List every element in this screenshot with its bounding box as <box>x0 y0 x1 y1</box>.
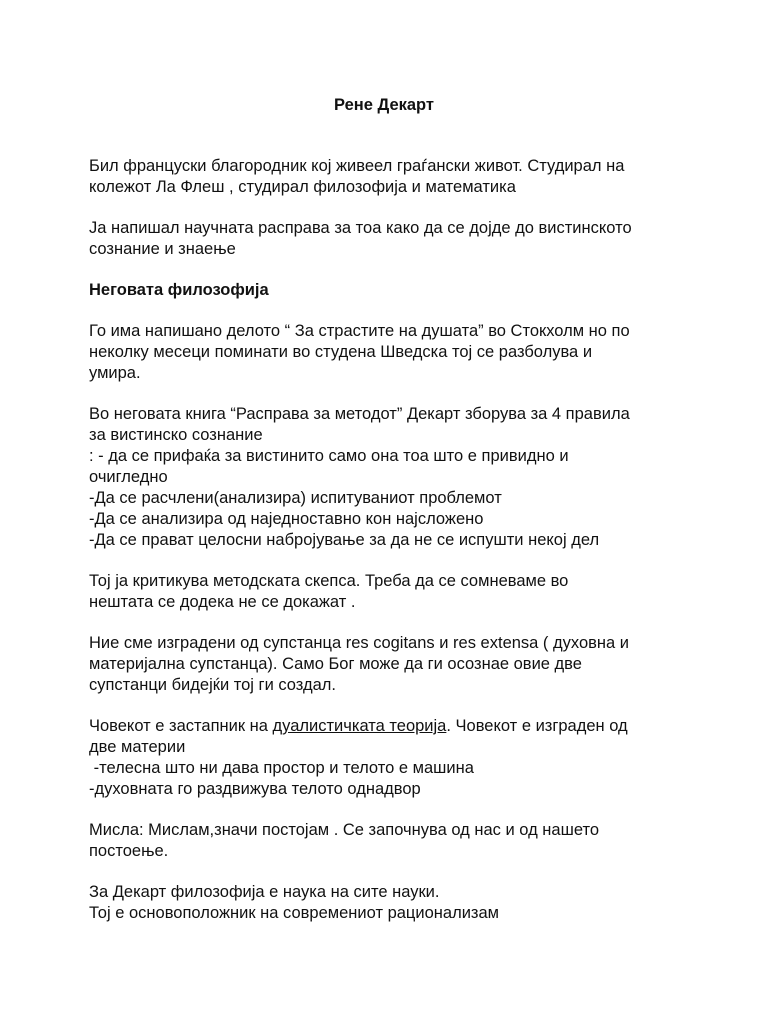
paragraph-passions <box>89 321 729 384</box>
text-line: Тој е основоположник на современиот рационализам <box>89 904 499 922</box>
text-line: очигледно <box>89 468 168 486</box>
text-line: колежот Ла Флеш , студирал филозофија и математика <box>89 178 516 196</box>
paragraph-dualism <box>89 716 729 800</box>
text-line: -Да се прават целосни набројување за да не се испушти некој дел <box>89 531 600 549</box>
section-heading: Неговата филозофија <box>89 281 269 299</box>
text-fragment: . Човекот е изграден од <box>446 717 628 735</box>
text-line: : - да се прифаќа за вистинито само она тоа што е привидно и <box>89 447 569 465</box>
text-fragment: Човекот е застапник на <box>89 717 273 735</box>
dualism-theory-underlined: дуалистичката теорија <box>272 717 447 735</box>
paragraph-rationalism <box>89 882 729 924</box>
paragraph-cogito <box>89 820 729 862</box>
text-line: Ја напишал научната расправа за тоа како да се дојде до вистинското <box>89 219 632 237</box>
text-line: -Да се анализира од наједноставно кон најсложено <box>89 510 484 528</box>
text-line: За Декарт филозофија е наука на сите науки. <box>89 883 440 901</box>
text-line <box>89 716 729 737</box>
text-line: Во неговата книга “Расправа за методот” Декарт зборува за 4 правила <box>89 405 630 423</box>
text-line: супстанци бидејќи тој ги создал. <box>89 676 337 694</box>
paragraph-substances <box>89 633 729 696</box>
text-line: неколку месеци поминати во студена Шведска тој се разболува и <box>89 343 593 361</box>
text-line: умира. <box>89 364 141 382</box>
text-line: Го има напишано делото “ За страстите на душата” во Стокхолм но по <box>89 322 630 340</box>
text-line: -телесна што ни дава простор и телото е машина <box>89 759 474 777</box>
paragraph-treatise <box>89 218 729 260</box>
paragraph-method-rules <box>89 404 729 551</box>
text-line: постоење. <box>89 842 169 860</box>
paragraph-skepticism <box>89 571 729 613</box>
text-line: сознание и знаење <box>89 240 236 258</box>
text-line: Мисла: Мислам,значи постојам . Се започнува од нас и од нашето <box>89 821 600 839</box>
text-line: материјална супстанца). Само Бог може да ги осознае овие две <box>89 655 582 673</box>
text-line: Ние сме изградени од супстанца res cogitans и res extensa ( духовна и <box>89 634 629 652</box>
text-line: за вистинско сознание <box>89 426 263 444</box>
text-line: -Да се расчлени(анализира) испитуваниот проблемот <box>89 489 502 507</box>
text-line: Бил француски благородник кој живеел граѓански живот. Студирал на <box>89 157 625 175</box>
document-body <box>89 156 729 924</box>
text-line: -духовната го раздвижува телото однадвор <box>89 780 421 798</box>
text-line: нештата се додека не се докажат . <box>89 593 356 611</box>
text-line: две материи <box>89 738 186 756</box>
document-title: Рене Декарт <box>333 96 434 114</box>
paragraph-biography <box>89 156 729 198</box>
text-line: Тој ја критикува методската скепса. Треба да се сомневаме во <box>89 572 569 590</box>
